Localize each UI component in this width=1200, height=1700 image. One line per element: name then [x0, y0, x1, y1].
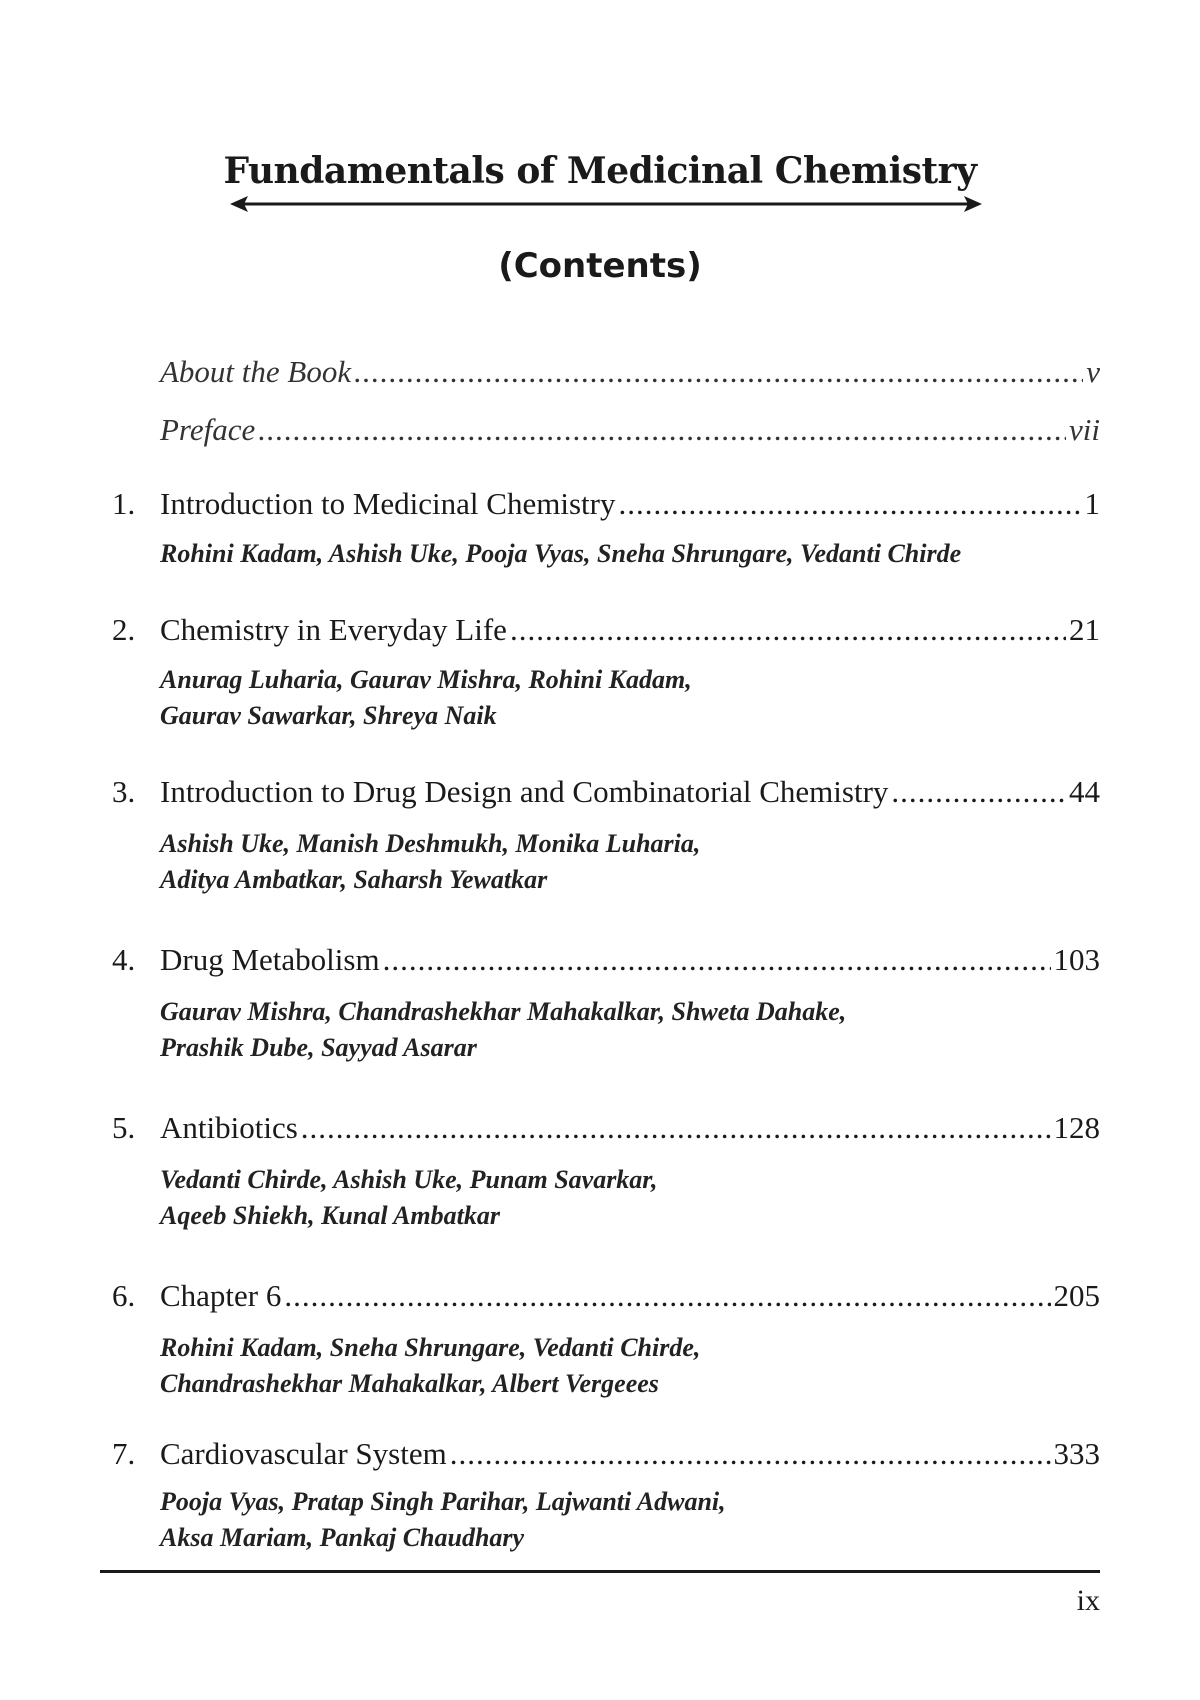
- chapter-number: 1.: [112, 486, 136, 521]
- toc-entry-chapter-1[interactable]: [160, 484, 1100, 524]
- page-number: ix: [1076, 1584, 1100, 1617]
- chapter-page: 1: [1084, 486, 1100, 521]
- chapter-title: Introduction to Drug Design and Combinatorial Chemistry: [160, 774, 889, 809]
- authors-line: Aqeeb Shiekh, Kunal Ambatkar: [160, 1201, 500, 1230]
- dot-leader: [284, 1276, 1050, 1316]
- dot-leader: [258, 410, 1066, 450]
- contents-heading: (Contents): [498, 246, 702, 286]
- authors-line: Aksa Mariam, Pankaj Chaudhary: [160, 1523, 525, 1552]
- chapter-title: Chapter 6: [160, 1278, 282, 1313]
- authors-line: Prashik Dube, Sayyad Asarar: [160, 1033, 477, 1062]
- chapter-title: Antibiotics: [160, 1110, 298, 1145]
- authors-line: Aditya Ambatkar, Saharsh Yewatkar: [160, 865, 548, 894]
- chapter-title: Chemistry in Everyday Life: [160, 612, 507, 647]
- toc-entry-title: Preface: [160, 412, 256, 447]
- chapter-page: 44: [1069, 774, 1100, 809]
- authors-line: Rohini Kadam, Sneha Shrungare, Vedanti Chirde,: [160, 1333, 701, 1362]
- chapter-authors: [160, 536, 1060, 572]
- authors-line: Rohini Kadam, Ashish Uke, Pooja Vyas, Sneha Shrungare, Vedanti Chirde: [160, 539, 962, 568]
- chapter-title: Cardiovascular System: [160, 1436, 447, 1471]
- dot-leader: [383, 940, 1051, 980]
- chapter-authors: [160, 994, 1060, 1066]
- chapter-authors: [160, 1162, 1060, 1234]
- toc-entry-page: vii: [1069, 412, 1100, 447]
- toc-entry-preface[interactable]: [160, 410, 1100, 450]
- authors-line: Pooja Vyas, Pratap Singh Parihar, Lajwanti Adwani,: [160, 1487, 726, 1516]
- chapter-page: 205: [1053, 1278, 1100, 1313]
- book-title: Fundamentals of Medicinal Chemistry: [223, 150, 977, 192]
- authors-line: Vedanti Chirde, Ashish Uke, Punam Savarkar,: [160, 1165, 658, 1194]
- authors-line: Gaurav Mishra, Chandrashekhar Mahakalkar, Shweta Dahake,: [160, 997, 847, 1026]
- authors-line: Ashish Uke, Manish Deshmukh, Monika Luharia,: [160, 829, 701, 858]
- chapter-number: 4.: [112, 942, 136, 977]
- chapter-number: 5.: [112, 1110, 136, 1145]
- chapter-number: 6.: [112, 1278, 136, 1313]
- chapter-title: Drug Metabolism: [160, 942, 380, 977]
- footer-rule: [100, 1570, 1100, 1573]
- dot-leader: [891, 772, 1066, 812]
- authors-line: Anurag Luharia, Gaurav Mishra, Rohini Kadam,: [160, 665, 692, 694]
- dot-leader: [510, 610, 1066, 650]
- chapter-page: 333: [1053, 1436, 1100, 1471]
- chapter-authors: [160, 1484, 1060, 1556]
- dot-leader: [354, 352, 1083, 392]
- authors-line: Gaurav Sawarkar, Shreya Naik: [160, 701, 497, 730]
- dot-leader: [618, 484, 1081, 524]
- chapter-authors: [160, 1330, 1060, 1402]
- chapter-authors: [160, 662, 1060, 734]
- authors-line: Chandrashekhar Mahakalkar, Albert Vergeees: [160, 1369, 659, 1398]
- chapter-title: Introduction to Medicinal Chemistry: [160, 486, 616, 521]
- toc-entry-chapter-6[interactable]: [160, 1276, 1100, 1316]
- toc-entry-chapter-5[interactable]: [160, 1108, 1100, 1148]
- chapter-number: 3.: [112, 774, 136, 809]
- toc-entry-page: v: [1086, 354, 1100, 389]
- toc-entry-chapter-3[interactable]: [160, 772, 1100, 812]
- dot-leader: [450, 1434, 1051, 1474]
- toc-entry-title: About the Book: [160, 354, 352, 389]
- chapter-number: 7.: [112, 1436, 136, 1471]
- double-arrow-rule: [230, 192, 982, 216]
- chapter-page: 21: [1069, 612, 1100, 647]
- toc-entry-about-the-book[interactable]: [160, 352, 1100, 392]
- toc-entry-chapter-4[interactable]: [160, 940, 1100, 980]
- chapter-page: 103: [1053, 942, 1100, 977]
- chapter-number: 2.: [112, 612, 136, 647]
- chapter-authors: [160, 826, 1060, 898]
- toc-entry-chapter-7[interactable]: [160, 1434, 1100, 1474]
- chapter-page: 128: [1053, 1110, 1100, 1145]
- dot-leader: [301, 1108, 1051, 1148]
- toc-entry-chapter-2[interactable]: [160, 610, 1100, 650]
